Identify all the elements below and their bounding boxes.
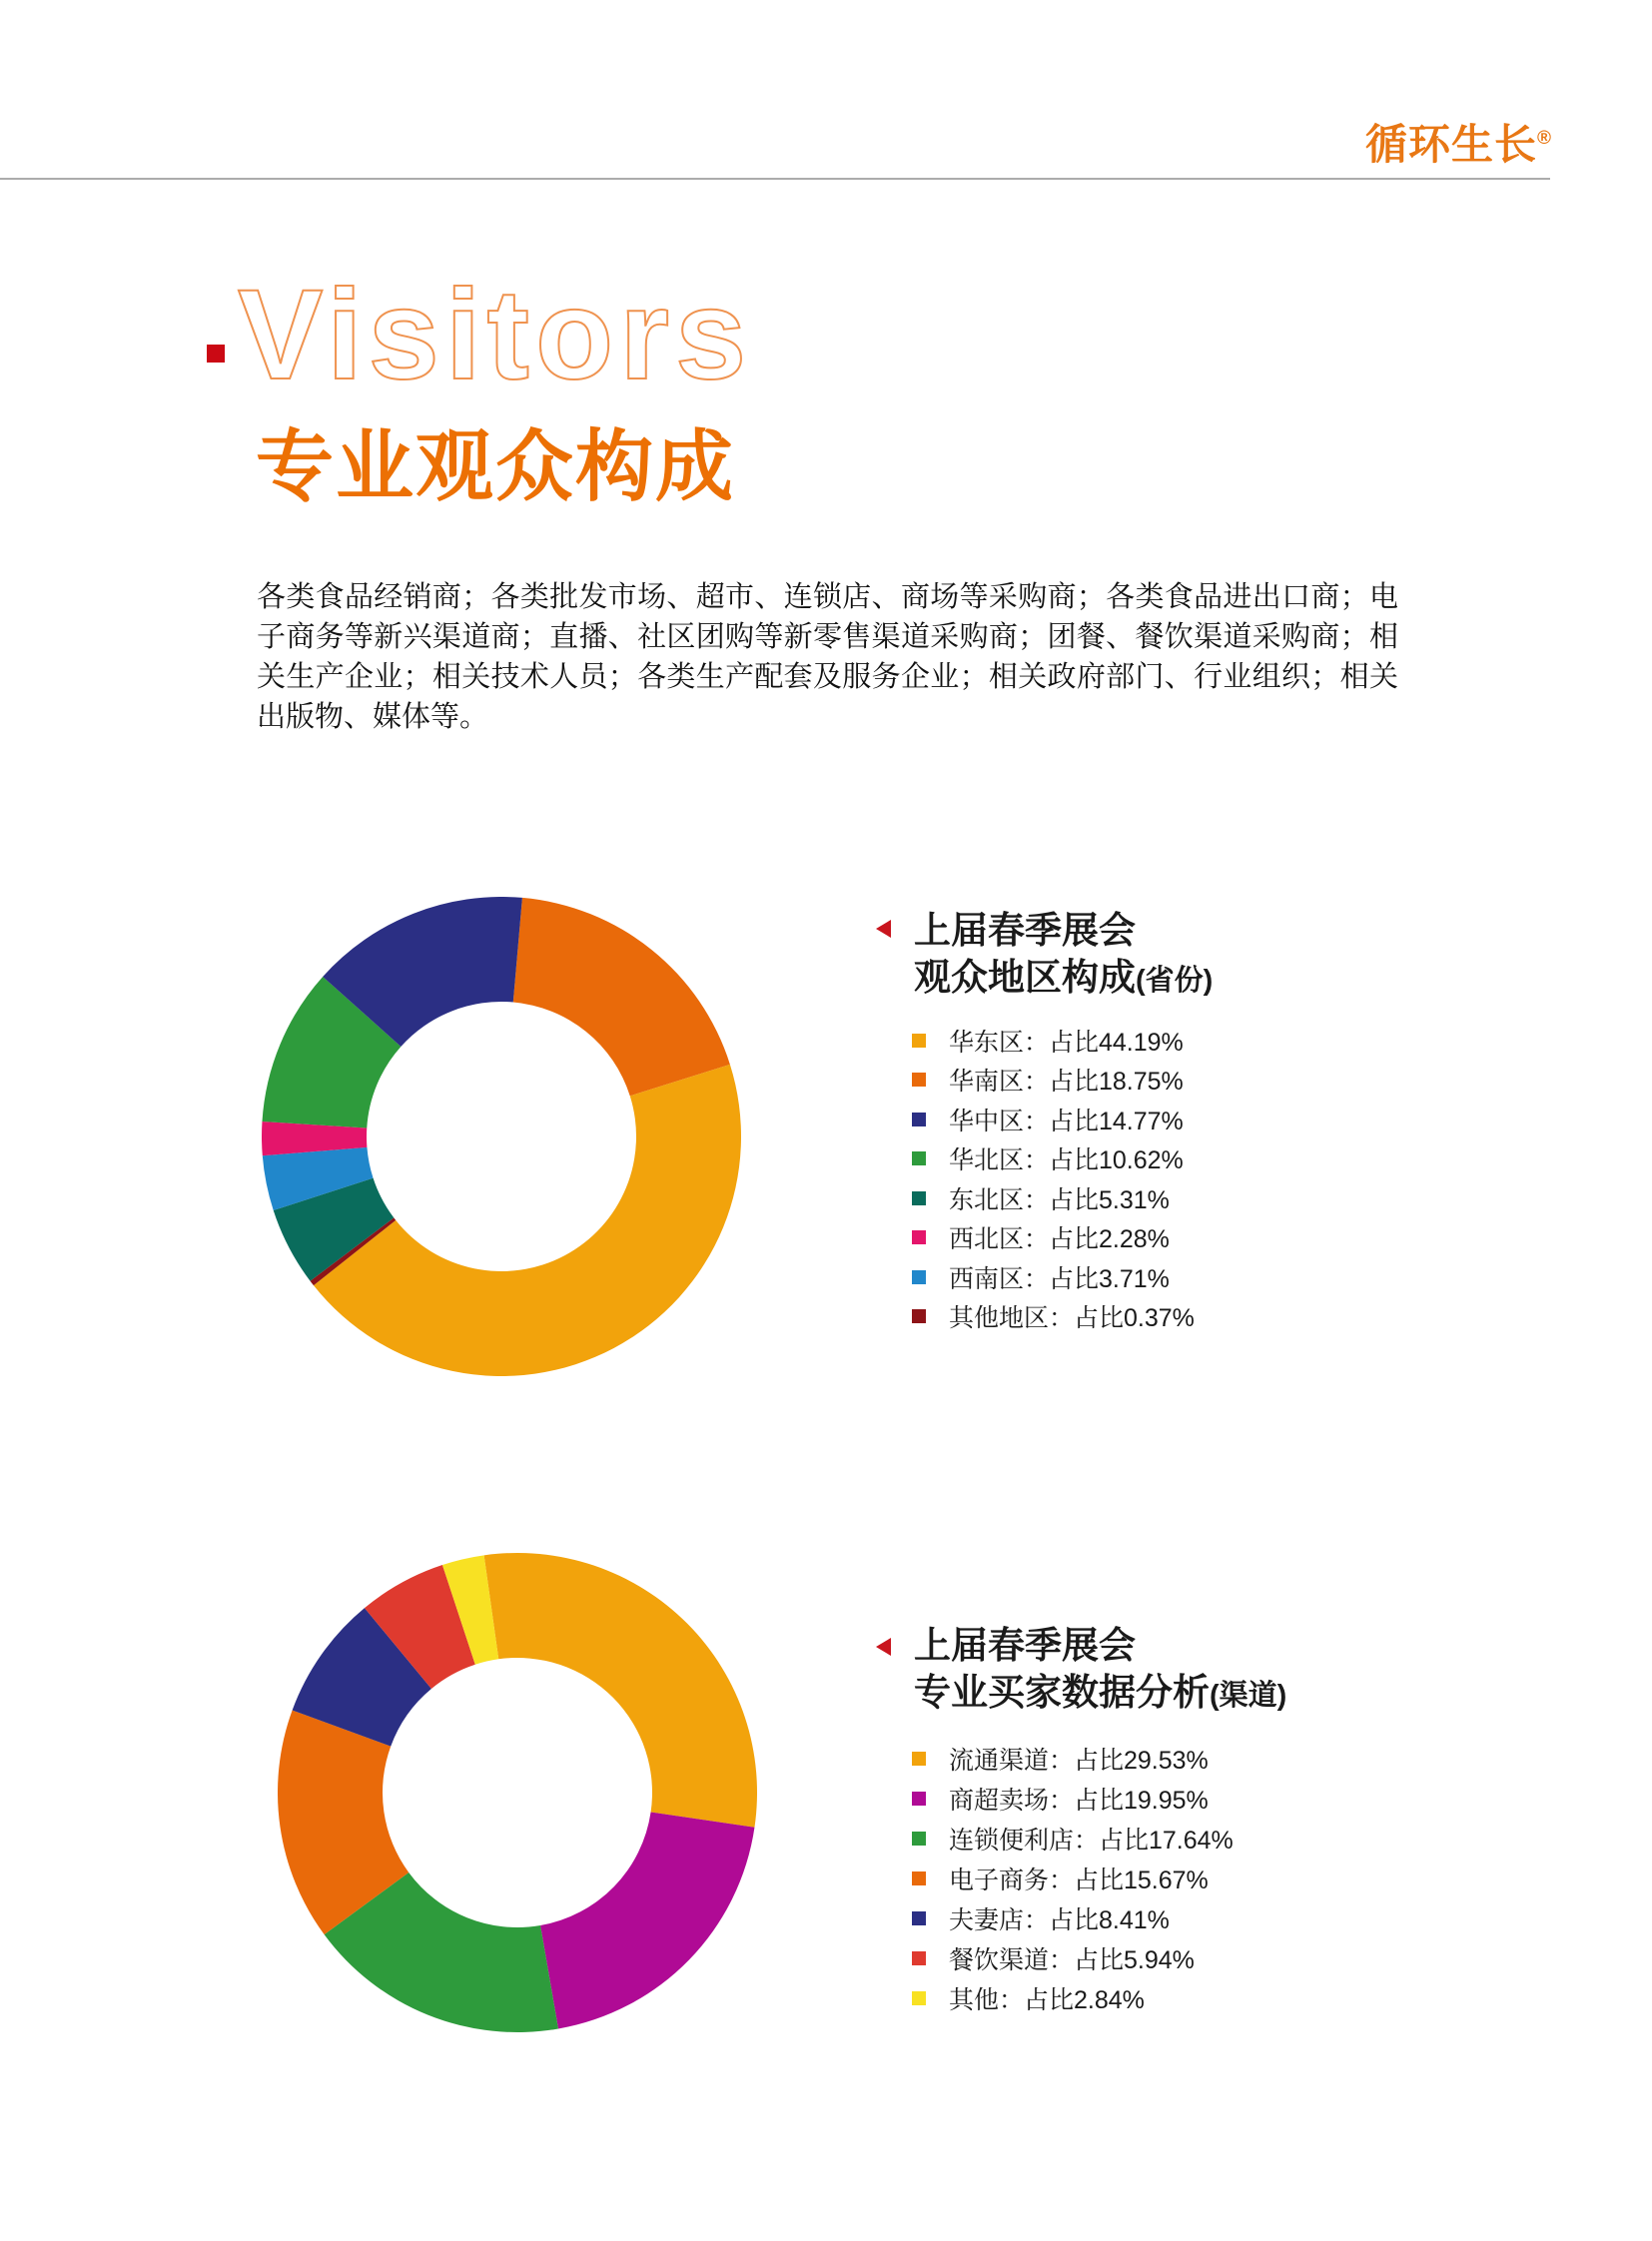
- brand-logo-text: 循环生长: [1364, 121, 1537, 168]
- legend-item: [912, 1297, 1195, 1337]
- legend-swatch: [912, 1991, 926, 2005]
- chart-title-main: 专业买家数据分析: [914, 1672, 1210, 1713]
- legend-label: 商超卖场：占比19.95%: [949, 1787, 1209, 1815]
- legend-swatch: [912, 1113, 926, 1126]
- legend-item: [912, 1739, 1234, 1779]
- brand-logo: [1365, 112, 1552, 172]
- donut-chart-visitor-regions: [262, 897, 741, 1376]
- legend-swatch: [912, 1752, 926, 1766]
- legend-item: [912, 1257, 1195, 1297]
- legend-swatch: [912, 1230, 926, 1244]
- legend-item: [912, 1021, 1195, 1061]
- legend-label: 西南区：占比3.71%: [949, 1264, 1170, 1293]
- legend-swatch: [912, 1309, 926, 1323]
- legend-swatch: [912, 1270, 926, 1284]
- legend-item: [912, 1898, 1234, 1938]
- legend-item: [912, 1779, 1234, 1819]
- legend-visitor-regions: [912, 1021, 1195, 1336]
- legend-swatch: [912, 1832, 926, 1846]
- legend-item: [912, 1819, 1234, 1859]
- donut-segment-华南区: [513, 898, 730, 1096]
- section-title-chinese: 专业观众构成: [256, 422, 736, 510]
- legend-swatch: [912, 1151, 926, 1165]
- chart-title-line2: [914, 954, 1533, 1005]
- legend-label: 其他：占比2.84%: [949, 1986, 1145, 2014]
- legend-item: [912, 1061, 1195, 1101]
- legend-item: [912, 1978, 1234, 2018]
- chart-title-regions: [914, 907, 1533, 1005]
- legend-swatch: [912, 1034, 926, 1048]
- chart-title-main: 观众地区构成: [914, 957, 1136, 998]
- legend-label: 流通渠道：占比29.53%: [949, 1747, 1209, 1775]
- legend-label: 华东区：占比44.19%: [949, 1028, 1184, 1057]
- legend-swatch: [912, 1951, 926, 1965]
- chart-title-suffix: (省份): [1136, 965, 1214, 997]
- section-bullet-square: [207, 345, 225, 363]
- legend-item: [912, 1218, 1195, 1258]
- chart-title-line1: 上届春季展会: [914, 910, 1136, 951]
- legend-swatch: [912, 1911, 926, 1925]
- chart-title-line2: [914, 1669, 1533, 1720]
- legend-label: 夫妻店：占比8.41%: [949, 1906, 1170, 1934]
- legend-label: 电子商务：占比15.67%: [949, 1867, 1209, 1894]
- legend-buyer-channels: [912, 1739, 1234, 2018]
- legend-label: 西北区：占比2.28%: [949, 1225, 1170, 1254]
- legend-swatch: [912, 1792, 926, 1806]
- legend-label: 东北区：占比5.31%: [949, 1185, 1170, 1214]
- legend-label: 华南区：占比18.75%: [949, 1068, 1184, 1097]
- header-divider: [0, 178, 1550, 180]
- legend-label: 连锁便利店：占比17.64%: [949, 1827, 1234, 1855]
- legend-item: [912, 1938, 1234, 1978]
- left-triangle-icon: [876, 920, 891, 938]
- intro-paragraph: 各类食品经销商；各类批发市场、超市、连锁店、商场等采购商；各类食品进出口商；电子商务等新兴渠道商；直播、社区团购等新零售渠道采购商；团餐、餐饮渠道采购商；相关生产企业；相关技术人员；各类生产配套及服务企业；相关政府部门、行业组织；相关出版物、媒体等。: [257, 581, 1398, 733]
- legend-item: [912, 1139, 1195, 1179]
- donut-chart-buyer-channels: [278, 1553, 757, 2032]
- donut-segment-商超卖场: [540, 1813, 754, 2029]
- chart-title-channels: [914, 1622, 1533, 1720]
- registered-trademark-icon: ®: [1537, 128, 1552, 149]
- legend-item: [912, 1178, 1195, 1218]
- left-triangle-icon: [876, 1638, 891, 1656]
- section-title-english: Visitors: [238, 264, 753, 406]
- legend-label: 华中区：占比14.77%: [949, 1107, 1184, 1135]
- legend-label: 餐饮渠道：占比5.94%: [949, 1946, 1195, 1974]
- legend-label: 其他地区：占比0.37%: [949, 1304, 1195, 1333]
- legend-swatch: [912, 1191, 926, 1205]
- donut-segment-流通渠道: [484, 1553, 757, 1828]
- legend-swatch: [912, 1073, 926, 1087]
- legend-swatch: [912, 1871, 926, 1885]
- legend-item: [912, 1859, 1234, 1898]
- chart-title-line1: 上届春季展会: [914, 1625, 1136, 1666]
- legend-label: 华北区：占比10.62%: [949, 1146, 1184, 1175]
- chart-title-suffix: (渠道): [1210, 1680, 1287, 1712]
- legend-item: [912, 1100, 1195, 1139]
